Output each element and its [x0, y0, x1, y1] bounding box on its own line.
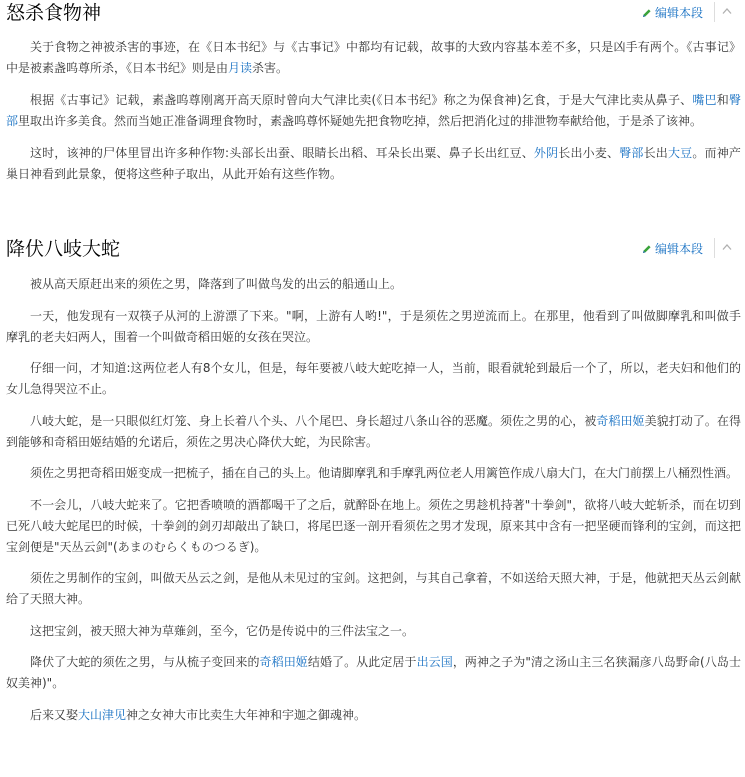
paragraph	[0, 358, 745, 400]
paragraph-text: 杀害。	[252, 61, 289, 75]
paragraph-text: 仔细一问，才知道:这两位老人有8个女儿，但是，每年要被八岐大蛇吃掉一人，当前，眼看就轮到最后一个了，所以，老夫妇和他们的女儿急得哭泣不止。	[6, 361, 741, 396]
collapse-section-button[interactable]	[714, 238, 737, 258]
paragraph	[0, 411, 745, 453]
pencil-icon	[642, 244, 652, 254]
paragraph	[0, 37, 745, 79]
paragraph	[0, 143, 745, 185]
paragraph	[0, 90, 745, 132]
paragraph-text: 这时，该神的尸体里冒出许多种作物:头部长出蚕、眼睛长出稻、耳朵长出粟、鼻子长出红豆、	[30, 146, 534, 160]
paragraph-text: 不一会儿，八岐大蛇来了。它把香喷喷的酒都喝干了之后，就醉卧在地上。须佐之男趁机持著"十拳剑"，欲将八岐大蛇斩杀，而在切到已死八岐大蛇尾巴的时候，十拳剑的剑刃却敲出了缺口，将尾巴逐一剖开看须佐之男才发现，原来其中含有一把坚硬而锋利的宝剑，而这把宝剑便是"天丛云剑"(あまのむらくものつるぎ)。	[6, 497, 741, 554]
paragraph-text: ，两神之子为"清之汤山主三名狭漏彦八岛野命(八岛士奴美神)"。	[6, 655, 741, 690]
paragraph-text: 关于食物之神被杀害的事迹，在《日本书纪》与《古事记》中都均有记载，故事的大致内容基本差不多，只是凶手有两个。《古事记》中是被素盏呜尊所杀，《日本书纪》则是由	[6, 40, 741, 75]
inline-link[interactable]: 臀部	[619, 146, 644, 160]
paragraph-text: 后来又娶	[30, 707, 79, 722]
edit-section-link[interactable]	[642, 4, 703, 22]
edit-section-link[interactable]	[642, 240, 703, 258]
paragraph-text: 长出	[643, 146, 668, 160]
section-header	[0, 236, 745, 264]
inline-link[interactable]: 奇稻田姬	[259, 655, 308, 669]
section-food-god	[0, 0, 745, 185]
inline-link[interactable]: 大山津见	[78, 707, 127, 722]
inline-link[interactable]: 嘴巴	[692, 93, 717, 107]
paragraph-text: 长出小麦、	[558, 146, 620, 160]
section-body	[0, 274, 745, 726]
section-title: 降伏八岐大蛇	[6, 238, 121, 260]
inline-link[interactable]: 外阴	[533, 146, 559, 160]
paragraph-text: 里取出许多美食。然而当她正准备调理食物时，素盏呜尊怀疑她先把食物吃掉，然后把消化过的排泄物奉献给他，于是杀了该神。	[18, 114, 703, 128]
paragraph-text: 一天，他发现有一双筷子从河的上游漂了下来。"啊，上游有人哟!"，于是须佐之男逆流而上。在那里，他看到了叫做脚摩乳和叫做手摩乳的老夫妇两人，围着一个叫做奇稻田姬的女孩在哭泣。	[6, 308, 741, 344]
paragraph-text: 神之女神大市比卖生大年神和宇迦之御魂神。	[126, 707, 367, 722]
paragraph	[0, 274, 745, 295]
paragraph	[0, 652, 745, 694]
paragraph-text: 美貌打动了。在得到能够和奇稻田姬结婚的允诺后，须佐之男决心降伏大蛇，为民除害。	[6, 413, 741, 449]
paragraph-text: 降伏了大蛇的须佐之男，与从梳子变回来的	[30, 655, 260, 669]
section-header	[0, 0, 745, 28]
paragraph-text: 和	[716, 93, 729, 107]
edit-section-label: 编辑本段	[654, 6, 703, 20]
paragraph-text: 须佐之男把奇稻田姬变成一把梳子，插在自己的头上。他请脚摩乳和手摩乳两位老人用篱笆作成八扇大门，在大门前摆上八桶烈性酒。	[30, 466, 739, 480]
section-title: 怒杀食物神	[6, 2, 102, 24]
paragraph-text: 结婚了。从此定居于	[307, 655, 417, 669]
paragraph	[0, 495, 745, 558]
paragraph	[0, 306, 745, 348]
edit-section-label: 编辑本段	[654, 242, 703, 256]
paragraph	[0, 568, 745, 610]
paragraph-text: 八岐大蛇，是一只眼似红灯笼、身上长着八个头、八个尾巴、身长超过八条山谷的恶魔。须佐之男的心，被	[30, 413, 597, 428]
chevron-up-icon	[722, 243, 732, 251]
chevron-up-icon	[722, 7, 732, 15]
paragraph-text: 根据《古事记》记载，素盏呜尊刚离开高天原时曾向大气津比卖(《日本书纪》称之为保食神)乞食，于是大气津比卖从鼻子、	[30, 93, 693, 107]
paragraph	[0, 621, 745, 642]
paragraph-text: 这把宝剑，被天照大神为草薙剑，至今，它仍是传说中的三件法宝之一。	[30, 623, 415, 638]
paragraph	[0, 705, 745, 726]
paragraph-text: 须佐之男制作的宝剑，叫做天丛云之剑，是他从未见过的宝剑。这把剑，与其自己拿着，不如送给天照大神，于是，他就把天丛云剑献给了天照大神。	[6, 571, 741, 606]
section-yamata-no-orochi	[0, 236, 745, 726]
paragraph	[0, 463, 745, 484]
section-body	[0, 37, 745, 185]
paragraph-text: 被从高天原赶出来的须佐之男，降落到了叫做鸟发的出云的船通山上。	[30, 277, 403, 291]
collapse-section-button[interactable]	[714, 2, 737, 22]
inline-link[interactable]: 奇稻田姬	[596, 413, 645, 428]
inline-link[interactable]: 臀部	[6, 93, 741, 128]
inline-link[interactable]: 大豆	[667, 146, 693, 160]
pencil-icon	[642, 8, 652, 18]
inline-link[interactable]: 出云国	[416, 655, 453, 669]
paragraph-text: 。而神产巢日神看到此景象，便将这些种子取出，从此开始有这些作物。	[6, 146, 741, 181]
inline-link[interactable]: 月读	[228, 61, 253, 75]
